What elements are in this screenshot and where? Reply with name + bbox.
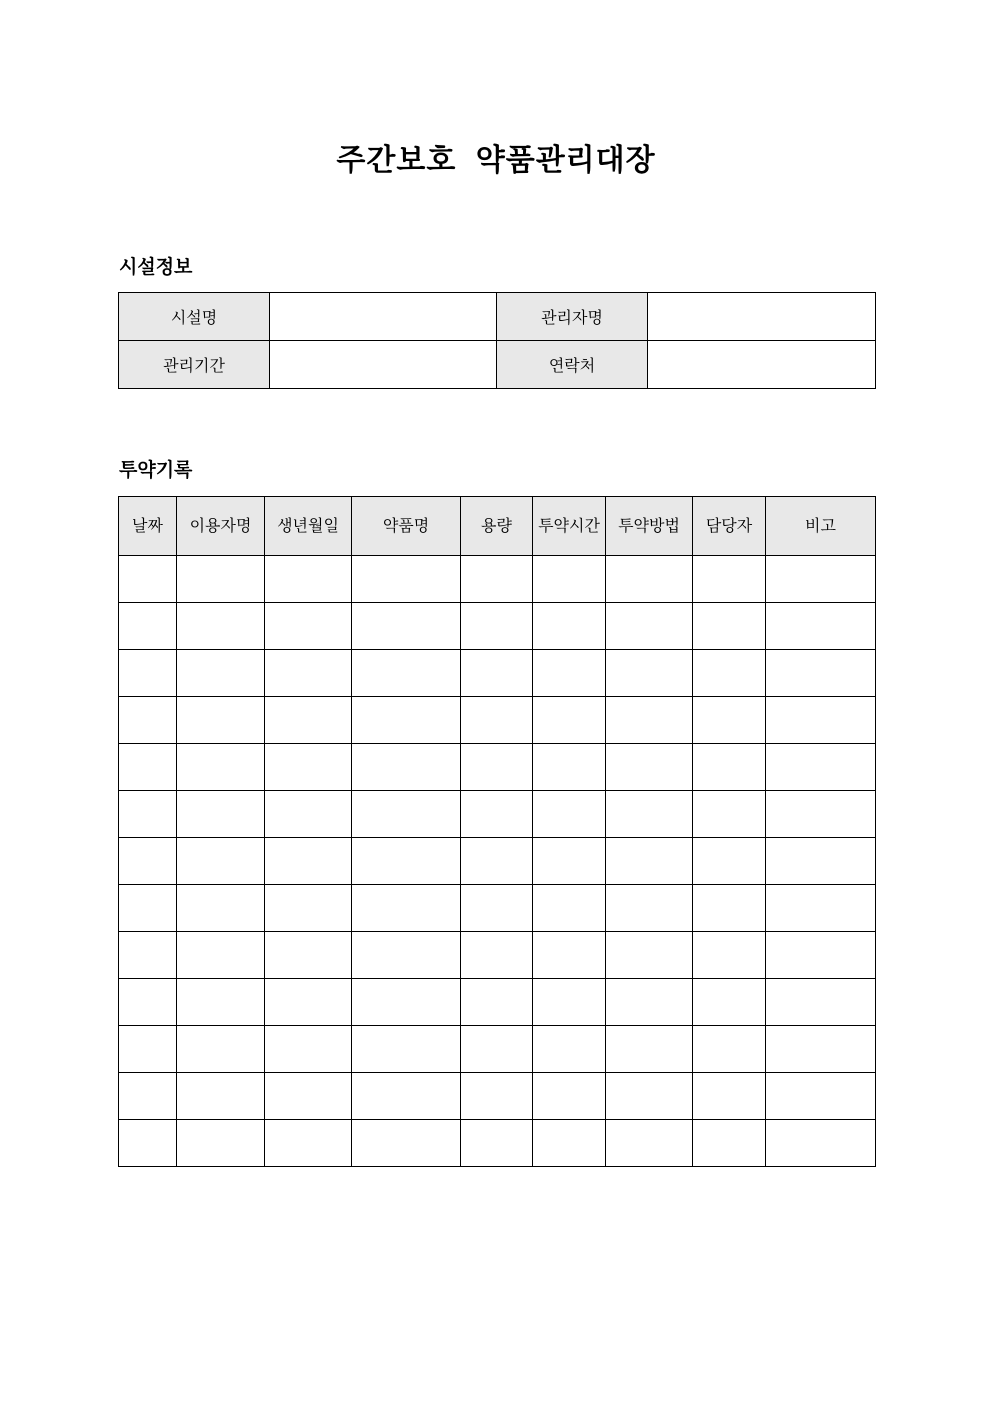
cell-dosage[interactable] — [461, 1026, 533, 1073]
table-row — [119, 556, 876, 603]
cell-medication-time[interactable] — [533, 791, 606, 838]
cell-staff[interactable] — [693, 650, 766, 697]
contact-field[interactable] — [648, 341, 876, 389]
cell-medication-method[interactable] — [606, 1073, 693, 1120]
cell-dosage[interactable] — [461, 650, 533, 697]
table-row — [119, 932, 876, 979]
cell-notes[interactable] — [766, 744, 876, 791]
cell-notes[interactable] — [766, 697, 876, 744]
cell-medication-time[interactable] — [533, 556, 606, 603]
cell-staff[interactable] — [693, 1120, 766, 1167]
cell-birth-date[interactable] — [265, 697, 352, 744]
cell-medication-time[interactable] — [533, 697, 606, 744]
cell-dosage[interactable] — [461, 697, 533, 744]
table-row — [119, 744, 876, 791]
cell-medicine-name[interactable] — [352, 1120, 461, 1167]
cell-staff[interactable] — [693, 979, 766, 1026]
cell-medicine-name[interactable] — [352, 1073, 461, 1120]
manager-name-field[interactable] — [648, 293, 876, 341]
facility-name-label: 시설명 — [119, 293, 270, 341]
cell-notes[interactable] — [766, 791, 876, 838]
cell-dosage[interactable] — [461, 556, 533, 603]
cell-dosage[interactable] — [461, 1120, 533, 1167]
cell-medicine-name[interactable] — [352, 932, 461, 979]
cell-medicine-name[interactable] — [352, 885, 461, 932]
cell-birth-date[interactable] — [265, 979, 352, 1026]
cell-staff[interactable] — [693, 744, 766, 791]
cell-date[interactable] — [119, 744, 177, 791]
cell-medication-time[interactable] — [533, 838, 606, 885]
cell-dosage[interactable] — [461, 932, 533, 979]
cell-notes[interactable] — [766, 603, 876, 650]
cell-user-name[interactable] — [177, 1120, 265, 1167]
cell-date[interactable] — [119, 697, 177, 744]
cell-medicine-name[interactable] — [352, 838, 461, 885]
cell-user-name[interactable] — [177, 650, 265, 697]
cell-medicine-name[interactable] — [352, 556, 461, 603]
cell-notes[interactable] — [766, 979, 876, 1026]
cell-user-name[interactable] — [177, 1026, 265, 1073]
cell-date[interactable] — [119, 1120, 177, 1167]
cell-user-name[interactable] — [177, 932, 265, 979]
cell-birth-date[interactable] — [265, 603, 352, 650]
cell-medication-method[interactable] — [606, 1026, 693, 1073]
table-row — [119, 603, 876, 650]
cell-user-name[interactable] — [177, 603, 265, 650]
cell-staff[interactable] — [693, 556, 766, 603]
cell-date[interactable] — [119, 791, 177, 838]
column-header-dosage: 용량 — [461, 497, 533, 556]
cell-user-name[interactable] — [177, 697, 265, 744]
cell-medication-method[interactable] — [606, 791, 693, 838]
facility-info-heading: 시설정보 — [119, 256, 193, 278]
cell-notes[interactable] — [766, 650, 876, 697]
management-period-label: 관리기간 — [119, 341, 270, 389]
facility-info-table — [118, 292, 876, 389]
column-header-date: 날짜 — [119, 497, 177, 556]
medication-log-heading: 투약기록 — [119, 459, 193, 481]
cell-notes[interactable] — [766, 838, 876, 885]
cell-medication-time[interactable] — [533, 979, 606, 1026]
cell-staff[interactable] — [693, 838, 766, 885]
cell-notes[interactable] — [766, 1026, 876, 1073]
management-period-field[interactable] — [270, 341, 497, 389]
cell-medication-method[interactable] — [606, 885, 693, 932]
cell-staff[interactable] — [693, 1073, 766, 1120]
cell-date[interactable] — [119, 1026, 177, 1073]
column-header-medication-time: 투약시간 — [533, 497, 606, 556]
cell-dosage[interactable] — [461, 885, 533, 932]
facility-info-row — [119, 293, 876, 341]
cell-dosage[interactable] — [461, 838, 533, 885]
column-header-medicine-name: 약품명 — [352, 497, 461, 556]
cell-staff[interactable] — [693, 697, 766, 744]
cell-birth-date[interactable] — [265, 744, 352, 791]
cell-medication-time[interactable] — [533, 1026, 606, 1073]
cell-birth-date[interactable] — [265, 1073, 352, 1120]
cell-medicine-name[interactable] — [352, 650, 461, 697]
cell-medicine-name[interactable] — [352, 979, 461, 1026]
cell-medication-time[interactable] — [533, 1120, 606, 1167]
table-row — [119, 1120, 876, 1167]
table-row — [119, 650, 876, 697]
table-row — [119, 979, 876, 1026]
cell-staff[interactable] — [693, 1026, 766, 1073]
cell-medication-time[interactable] — [533, 650, 606, 697]
table-row — [119, 1073, 876, 1120]
medication-log-body — [119, 556, 876, 1167]
cell-user-name[interactable] — [177, 979, 265, 1026]
column-header-staff: 담당자 — [693, 497, 766, 556]
cell-date[interactable] — [119, 603, 177, 650]
cell-dosage[interactable] — [461, 1073, 533, 1120]
cell-user-name[interactable] — [177, 838, 265, 885]
contact-label: 연락처 — [497, 341, 648, 389]
cell-date[interactable] — [119, 650, 177, 697]
cell-user-name[interactable] — [177, 885, 265, 932]
cell-notes[interactable] — [766, 1073, 876, 1120]
cell-staff[interactable] — [693, 932, 766, 979]
cell-medication-method[interactable] — [606, 603, 693, 650]
page-title: 주간보호 약품관리대장 — [336, 143, 656, 178]
cell-notes[interactable] — [766, 932, 876, 979]
cell-staff[interactable] — [693, 791, 766, 838]
cell-medication-method[interactable] — [606, 838, 693, 885]
table-row — [119, 1026, 876, 1073]
column-header-notes: 비고 — [766, 497, 876, 556]
cell-medication-method[interactable] — [606, 932, 693, 979]
cell-medication-method[interactable] — [606, 744, 693, 791]
cell-dosage[interactable] — [461, 603, 533, 650]
cell-birth-date[interactable] — [265, 838, 352, 885]
cell-date[interactable] — [119, 979, 177, 1026]
cell-birth-date[interactable] — [265, 885, 352, 932]
cell-medicine-name[interactable] — [352, 1026, 461, 1073]
cell-medicine-name[interactable] — [352, 697, 461, 744]
cell-dosage[interactable] — [461, 979, 533, 1026]
cell-user-name[interactable] — [177, 744, 265, 791]
cell-birth-date[interactable] — [265, 650, 352, 697]
cell-medication-method[interactable] — [606, 556, 693, 603]
column-header-user-name: 이용자명 — [177, 497, 265, 556]
cell-medication-time[interactable] — [533, 603, 606, 650]
cell-dosage[interactable] — [461, 744, 533, 791]
table-row — [119, 791, 876, 838]
column-header-birth-date: 생년월일 — [265, 497, 352, 556]
cell-user-name[interactable] — [177, 1073, 265, 1120]
cell-user-name[interactable] — [177, 791, 265, 838]
facility-info-row — [119, 341, 876, 389]
cell-medication-method[interactable] — [606, 650, 693, 697]
cell-birth-date[interactable] — [265, 556, 352, 603]
cell-medicine-name[interactable] — [352, 744, 461, 791]
cell-staff[interactable] — [693, 885, 766, 932]
table-row — [119, 885, 876, 932]
cell-medication-method[interactable] — [606, 697, 693, 744]
cell-date[interactable] — [119, 885, 177, 932]
cell-user-name[interactable] — [177, 556, 265, 603]
cell-date[interactable] — [119, 556, 177, 603]
column-header-medication-method: 투약방법 — [606, 497, 693, 556]
cell-notes[interactable] — [766, 885, 876, 932]
cell-medication-method[interactable] — [606, 1120, 693, 1167]
cell-medication-method[interactable] — [606, 979, 693, 1026]
cell-staff[interactable] — [693, 603, 766, 650]
cell-date[interactable] — [119, 932, 177, 979]
cell-birth-date[interactable] — [265, 791, 352, 838]
table-row — [119, 838, 876, 885]
cell-birth-date[interactable] — [265, 1026, 352, 1073]
cell-medication-time[interactable] — [533, 1073, 606, 1120]
cell-dosage[interactable] — [461, 791, 533, 838]
cell-birth-date[interactable] — [265, 1120, 352, 1167]
cell-medicine-name[interactable] — [352, 603, 461, 650]
cell-notes[interactable] — [766, 1120, 876, 1167]
cell-medication-time[interactable] — [533, 885, 606, 932]
cell-date[interactable] — [119, 1073, 177, 1120]
manager-name-label: 관리자명 — [497, 293, 648, 341]
cell-medicine-name[interactable] — [352, 791, 461, 838]
table-row — [119, 697, 876, 744]
cell-birth-date[interactable] — [265, 932, 352, 979]
cell-medication-time[interactable] — [533, 932, 606, 979]
cell-notes[interactable] — [766, 556, 876, 603]
cell-medication-time[interactable] — [533, 744, 606, 791]
facility-name-field[interactable] — [270, 293, 497, 341]
cell-date[interactable] — [119, 838, 177, 885]
medication-log-table — [118, 496, 876, 1167]
table-header-row — [119, 497, 876, 556]
